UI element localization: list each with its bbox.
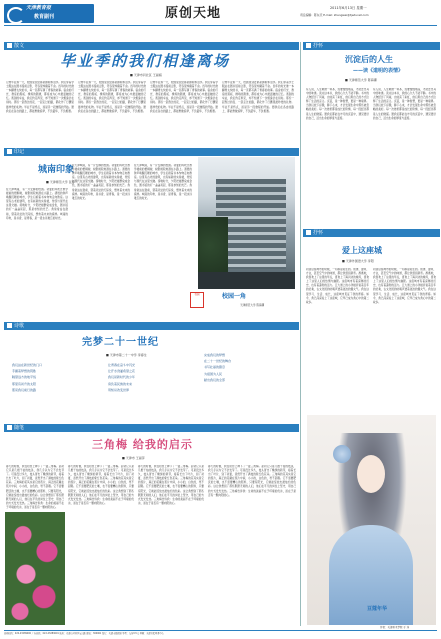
section-bar-shige: 诗歌 xyxy=(4,322,299,330)
body-sanjiaomei-1: 春天的时候，我在阳台上种下了一盆三角梅。起初它只是几根干枯的枝条，我几乎以为它不会发芽了。可是没过多久，枝头冒出了嫩绿的新芽，接着长出了叶片，到了初夏，竟然开出了满枝的紫红色花朵。三角梅的花其实是它的苞片，真正的花藏在苞片中间，小小的，白色的，毫不起眼。它不需要肥沃的土壤，也不需要精心的照料，只要有阳光，它就能绽放出最灿烂的色彩。这让我想到了那些默默无闻的人们，他们在平凡的岗位上坚守，用自己的方式发光发热。三角梅告诉我：生命的美丽不在于环境的优劣，而在于是否有一颗向阳的心。 xyxy=(6,465,64,509)
byline-sanjiaomei: ■ 天津市 王丽萍 xyxy=(122,456,145,460)
section-square-icon xyxy=(7,323,12,328)
section-bar-suibi: 随笔 xyxy=(4,424,299,432)
poem-line: 我们站在新世纪的门口 xyxy=(12,363,43,367)
footer-rule xyxy=(4,630,437,631)
poem-line: 完成我们的梦想 xyxy=(204,353,226,357)
column-divider xyxy=(300,42,301,626)
byline-chenfu: ■ 天津师范大学 陈海潮 xyxy=(345,78,377,82)
body-chenfu-1: 有人说，人生就像一杯茶，需要慢慢地品，才能尝出其中的味道。读完这本书，我的心久久不能平静。书中的人物经历了风雨，也收获了彩虹，他们用自己的方式诠释了生活的意义。沉淀，是一种智慧，更是一种境界。当我们放下浮躁，静下心来，才会发现生命中那些被忽略的美好。每一次挫折都是成长的阶梯，每一段经历都是人生的财富。愿我们都能在岁月的沉淀中，遇见更好的自己，活出生命的厚度与温度。 xyxy=(306,88,369,120)
masthead-rule xyxy=(4,25,437,26)
masthead xyxy=(0,0,441,26)
poem-line: 让汗水浇灌希望之花 xyxy=(108,369,136,374)
poem-line: 照亮我们前行的路 xyxy=(12,387,37,392)
article-title-love-city: 爱上这座城 xyxy=(342,245,382,255)
byline-yinji: ■ 天津师范大学 张婷 xyxy=(46,180,75,184)
body-graduation-4: 记得毕业那一天，校园里到处都是拥抱和泪水。我们穿着学士服站在图书馆前合影，笑容里却藏着不舍。四年的时光像一本翻得太快的书，每一页都写满了青春的故事。宿舍的灯光、教室的黑板、操场的跑道，都将成为心中最温暖的记忆。离别的车站，我们约定再见，却不知道下一次相逢会在何时。那些一起熬过的夜、一起走过的路，都化作了行囊里最珍贵的礼物。毕业不是终点，而是另一段旅程的开始。愿我们在各自的路上，都能勇敢追梦，不负韶华，不负相遇。 xyxy=(222,81,294,113)
ground-shape xyxy=(198,272,295,289)
poem-line: 眺望远方的地平线 xyxy=(12,375,37,380)
section-square-icon xyxy=(306,230,311,235)
section-bar-sanwen: 散文 xyxy=(4,42,299,50)
poem-line: 我们是新时代的少年 xyxy=(108,375,136,380)
flower-photo xyxy=(5,512,65,625)
article-title-chenfu: 沉淀后的人生 xyxy=(345,54,393,64)
photo-credit: 天津师范大学 陈海潮 xyxy=(240,304,265,307)
article-title-poem: 完梦二十一世纪 xyxy=(82,337,159,348)
art-credit: 作者：天津美术学院 于 洋 xyxy=(380,626,410,629)
poem-line: 肩负着民族的未来 xyxy=(108,381,133,386)
section-square-icon xyxy=(7,149,12,154)
body-chenfu-2: 有人说，人生就像一杯茶，需要慢慢地品，才能尝出其中的味道。读完这本书，我的心久久不能平静。书中的人物经历了风雨，也收获了彩虹，他们用自己的方式诠释了生活的意义。沉淀，是一种智慧，更是一种境界。当我们放下浮躁，静下心来，才会发现生命中那些被忽略的美好。每一次挫折都是成长的阶梯，每一段经历都是人生的财富。愿我们都能在岁月的沉淀中，遇见更好的自己，活出生命的厚度与温度。 xyxy=(373,88,436,120)
poem-line: 那里有初升的太阳 xyxy=(12,381,37,386)
poem-line: 手握着梦想的钥匙 xyxy=(12,369,37,374)
body-sanjiaomei-2: 春天的时候，我在阳台上种下了一盆三角梅。起初它只是几根干枯的枝条，我几乎以为它不会发芽了。可是没过多久，枝头冒出了嫩绿的新芽，接着长出了叶片，到了初夏，竟然开出了满枝的紫红色花朵。三角梅的花其实是它的苞片，真正的花藏在苞片中间，小小的，白色的，毫不起眼。它不需要肥沃的土壤，也不需要精心的照料，只要有阳光，它就能绽放出最灿烂的色彩。这让我想到了那些默默无闻的人们，他们在平凡的岗位上坚守，用自己的方式发光发热。三角梅告诉我：生命的美丽不在于环境的优劣，而在于是否有一颗向阳的心。 xyxy=(68,465,134,505)
section-bar-yinji: 印记 xyxy=(4,148,299,156)
brand-bottom: 教育副刊 xyxy=(34,14,55,20)
poem-line: 为祖国为人民 xyxy=(204,371,223,376)
date-line: 2011年6月13日 星期一 xyxy=(330,6,367,10)
body-graduation-2: 记得毕业那一天，校园里到处都是拥抱和泪水。我们穿着学士服站在图书馆前合影，笑容里却藏着不舍。四年的时光像一本翻得太快的书，每一页都写满了青春的故事。宿舍的灯光、教室的黑板、操场的跑道，都将成为心中最温暖的记忆。离别的车站，我们约定再见，却不知道下一次相逢会在何时。那些一起熬过的夜、一起走过的路，都化作了行囊里最珍贵的礼物。毕业不是终点，而是另一段旅程的开始。愿我们在各自的路上，都能勇敢追梦，不负韶华，不负相遇。 xyxy=(78,81,146,113)
brand-top: 天津教育报 xyxy=(26,5,52,11)
body-love-city-2: 初到这座城市的时候，一切都是陌生的。街道、建筑、方言，甚至空气中的味道，都让我感到新奇。渐渐地，我喜欢上了这里的早点，喜欢上了海河边的晚风，喜欢上了这里人们的热情与幽默。这座城市有着深厚的历史，也有着蓬勃的活力。五大道上的小洋楼诉说着百年的沧桑，古文化街的吆喝声透着浓浓的烟火气。我在这里学习、生活、成长，这座城市见证了我的青春。如今，我已深深爱上了这座城，它早已成为我心中的第二故乡。 xyxy=(373,268,436,304)
edit-line: 责任编辑：陈东庆 E-mail: zhengwei@tjedunet.com xyxy=(300,13,369,17)
masthead-logo xyxy=(4,4,94,23)
body-sanjiaomei-4: 春天的时候，我在阳台上种下了一盆三角梅。起初它只是几根干枯的枝条，我几乎以为它不会发芽了。可是没过多久，枝头冒出了嫩绿的新芽，接着长出了叶片，到了初夏，竟然开出了满枝的紫红色花朵。三角梅的花其实是它的苞片，真正的花藏在苞片中间，小小的，白色的，毫不起眼。它不需要肥沃的土壤，也不需要精心的照料，只要有阳光，它就能绽放出最灿烂的色彩。这让我想到了那些默默无闻的人们，他们在平凡的岗位上坚守，用自己的方式发光发热。三角梅告诉我：生命的美丽不在于环境的优劣，而在于是否有一颗向阳的心。 xyxy=(208,465,296,497)
poem-line: 书写壮丽的篇章 xyxy=(204,365,226,370)
section-bar-shuqing: 抒怀 xyxy=(303,42,440,50)
subtitle-chenfu: ——读《道明的表情》 xyxy=(353,68,404,74)
section-square-icon xyxy=(7,425,12,430)
photo-caption: 校园一角 xyxy=(222,293,247,300)
art-label: 豆蔻年华 xyxy=(367,606,388,612)
campus-photo xyxy=(198,157,295,289)
girl-illustration xyxy=(307,415,436,625)
brand-swoosh-icon xyxy=(7,7,25,24)
section-title: 原创天地 xyxy=(165,6,222,21)
body-graduation-1: 记得毕业那一天，校园里到处都是拥抱和泪水。我们穿着学士服站在图书馆前合影，笑容里却藏着不舍。四年的时光像一本翻得太快的书，每一页都写满了青春的故事。宿舍的灯光、教室的黑板、操场的跑道，都将成为心中最温暖的记忆。离别的车站，我们约定再见，却不知道下一次相逢会在何时。那些一起熬过的夜、一起走过的路，都化作了行囊里最珍贵的礼物。毕业不是终点，而是另一段旅程的开始。愿我们在各自的路上，都能勇敢追梦，不负韶华，不负相遇。 xyxy=(6,81,74,113)
photo-caption-seal: 校园 xyxy=(190,292,204,308)
body-sanjiaomei-3: 春天的时候，我在阳台上种下了一盆三角梅。起初它只是几根干枯的枝条，我几乎以为它不会发芽了。可是没过多久，枝头冒出了嫩绿的新芽，接着长出了叶片，到了初夏，竟然开出了满枝的紫红色花朵。三角梅的花其实是它的苞片，真正的花藏在苞片中间，小小的，白色的，毫不起眼。它不需要肥沃的土壤，也不需要精心的照料，只要有阳光，它就能绽放出最灿烂的色彩。这让我想到了那些默默无闻的人们，他们在平凡的岗位上坚守，用自己的方式发光发热。三角梅告诉我：生命的美丽不在于环境的优劣，而在于是否有一颗向阳的心。 xyxy=(138,465,204,505)
article-title-sanjiaomei: 三角梅 给我的启示 xyxy=(92,438,193,451)
article-title-yinji: 城南印象 xyxy=(38,165,75,175)
body-yinji-3: 在天津城南，有一片安静的校园。初夏的风吹过教学楼前的梧桐树，树影斑驳地洒在小路上。清晨的钟声唤醒沉睡的城市，学生们抱着书本匆匆走向教室。这里有古老的建筑，也有崭新的实验楼，传统与现代在这里交融。傍晚时分，夕阳把楼群染成金色，图书馆的灯一盏盏亮起，那是求知的光芒。我常常站在窗前，望着远处的天际线，想象着未来的模样。城南的印象，是书香，是青春，是一段永远难忘的时光。 xyxy=(134,164,192,200)
poem-line: 让青春在奋斗中闪光 xyxy=(108,363,136,367)
body-love-city-1: 初到这座城市的时候，一切都是陌生的。街道、建筑、方言，甚至空气中的味道，都让我感到新奇。渐渐地，我喜欢上了这里的早点，喜欢上了海河边的晚风，喜欢上了这里人们的热情与幽默。这座城市有着深厚的历史，也有着蓬勃的活力。五大道上的小洋楼诉说着百年的沧桑，古文化街的吆喝声透着浓浓的烟火气。我在这里学习、生活、成长，这座城市见证了我的青春。如今，我已深深爱上了这座城，它早已成为我心中的第二故乡。 xyxy=(306,268,369,304)
section-bar-haowen: 抒怀 xyxy=(303,229,440,237)
section-square-icon xyxy=(306,43,311,48)
body-graduation-3: 记得毕业那一天，校园里到处都是拥抱和泪水。我们穿着学士服站在图书馆前合影，笑容里却藏着不舍。四年的时光像一本翻得太快的书，每一页都写满了青春的故事。宿舍的灯光、教室的黑板、操场的跑道，都将成为心中最温暖的记忆。离别的车站，我们约定再见，却不知道下一次相逢会在何时。那些一起熬过的夜、一起走过的路，都化作了行囊里最珍贵的礼物。毕业不是终点，而是另一段旅程的开始。愿我们在各自的路上，都能勇敢追梦，不负韶华，不负相遇。 xyxy=(150,81,218,113)
poem-column-2 xyxy=(108,362,196,393)
body-yinji-2: 在天津城南，有一片安静的校园。初夏的风吹过教学楼前的梧桐树，树影斑驳地洒在小路上。清晨的钟声唤醒沉睡的城市，学生们抱着书本匆匆走向教室。这里有古老的建筑，也有崭新的实验楼，传统与现代在这里交融。傍晚时分，夕阳把楼群染成金色，图书馆的灯一盏盏亮起，那是求知的光芒。我常常站在窗前，望着远处的天际线，想象着未来的模样。城南的印象，是书香，是青春，是一段永远难忘的时光。 xyxy=(72,164,130,200)
poem-line: 在二十一世纪的舞台 xyxy=(204,359,232,364)
article-title-graduation: 毕业季的我们相逢离场 xyxy=(60,52,231,70)
poem-line: 用知识改变世界 xyxy=(108,387,130,392)
poem-line: 献出我们的全部 xyxy=(204,377,226,382)
byline-love-city: ■ 天津外国语大学 李阳 xyxy=(342,259,374,263)
footer-text: 新闻热线：022-23289000 广告热线：022-23289001 地址：天津市河西区友谊路 邮编：300061 发行：天津市邮政局 零售：每份0.5元 印刷：天津日报印务中心 xyxy=(4,632,164,635)
flower-ornament xyxy=(333,445,351,463)
body-yinji-1: 在天津城南，有一片安静的校园。初夏的风吹过教学楼前的梧桐树，树影斑驳地洒在小路上。清晨的钟声唤醒沉睡的城市，学生们抱着书本匆匆走向教室。这里有古老的建筑，也有崭新的实验楼，传统与现代在这里交融。傍晚时分，夕阳把楼群染成金色，图书馆的灯一盏盏亮起，那是求知的光芒。我常常站在窗前，望着远处的天际线，想象着未来的模样。城南的印象，是书香，是青春，是一段永远难忘的时光。 xyxy=(6,188,68,220)
poem-column-3 xyxy=(204,352,292,383)
poem-column-1 xyxy=(12,362,100,393)
section-square-icon xyxy=(7,43,12,48)
byline-poem: ■ 天津市第二十一中学 李春生 xyxy=(106,353,147,357)
byline-graduation: ■ 天津市河北区 王丽娟 xyxy=(130,73,162,77)
face-shape xyxy=(357,455,385,493)
